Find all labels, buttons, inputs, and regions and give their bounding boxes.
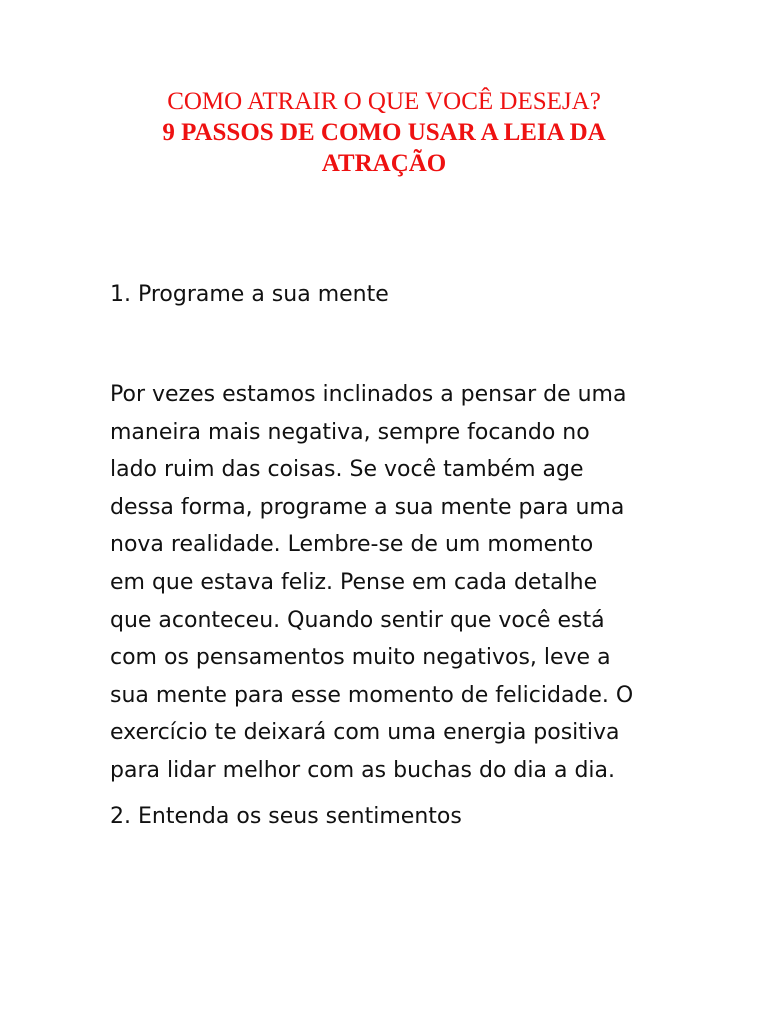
title-line-steps: 9 PASSOS DE COMO USAR A LEIA DA ATRAÇÃO	[162, 119, 606, 177]
paragraph-line: dessa forma, programe a sua mente para uma	[110, 494, 625, 520]
paragraph-line: sua mente para esse momento de felicidade. O	[110, 682, 634, 708]
paragraph-line: lado ruim das coisas. Se você também age	[110, 457, 584, 483]
paragraph-line: em que estava feliz. Pense em cada detalhe	[110, 569, 598, 595]
paragraph-line: Por vezes estamos inclinados a pensar de uma	[110, 382, 627, 407]
paragraph-line: exercício te deixará com uma energia positiva	[110, 720, 620, 746]
section-1-heading: 1. Programe a sua mente	[110, 282, 389, 307]
paragraph-line: com os pensamentos muito negativos, leve a	[110, 645, 611, 671]
paragraph-line: que aconteceu. Quando sentir que você está	[110, 607, 605, 633]
section-2-heading: 2. Entenda os seus sentimentos	[110, 804, 462, 829]
paragraph-line: nova realidade. Lembre-se de um momento	[110, 532, 594, 558]
paragraph-line: maneira mais negativa, sempre focando no	[110, 419, 590, 445]
document-title	[100, 86, 668, 179]
title-line-question: COMO ATRAIR O QUE VOCÊ DESEJA?	[167, 88, 601, 115]
paragraph-line: para lidar melhor com as buchas do dia a dia.	[110, 757, 615, 783]
section-1-paragraph	[110, 376, 666, 790]
